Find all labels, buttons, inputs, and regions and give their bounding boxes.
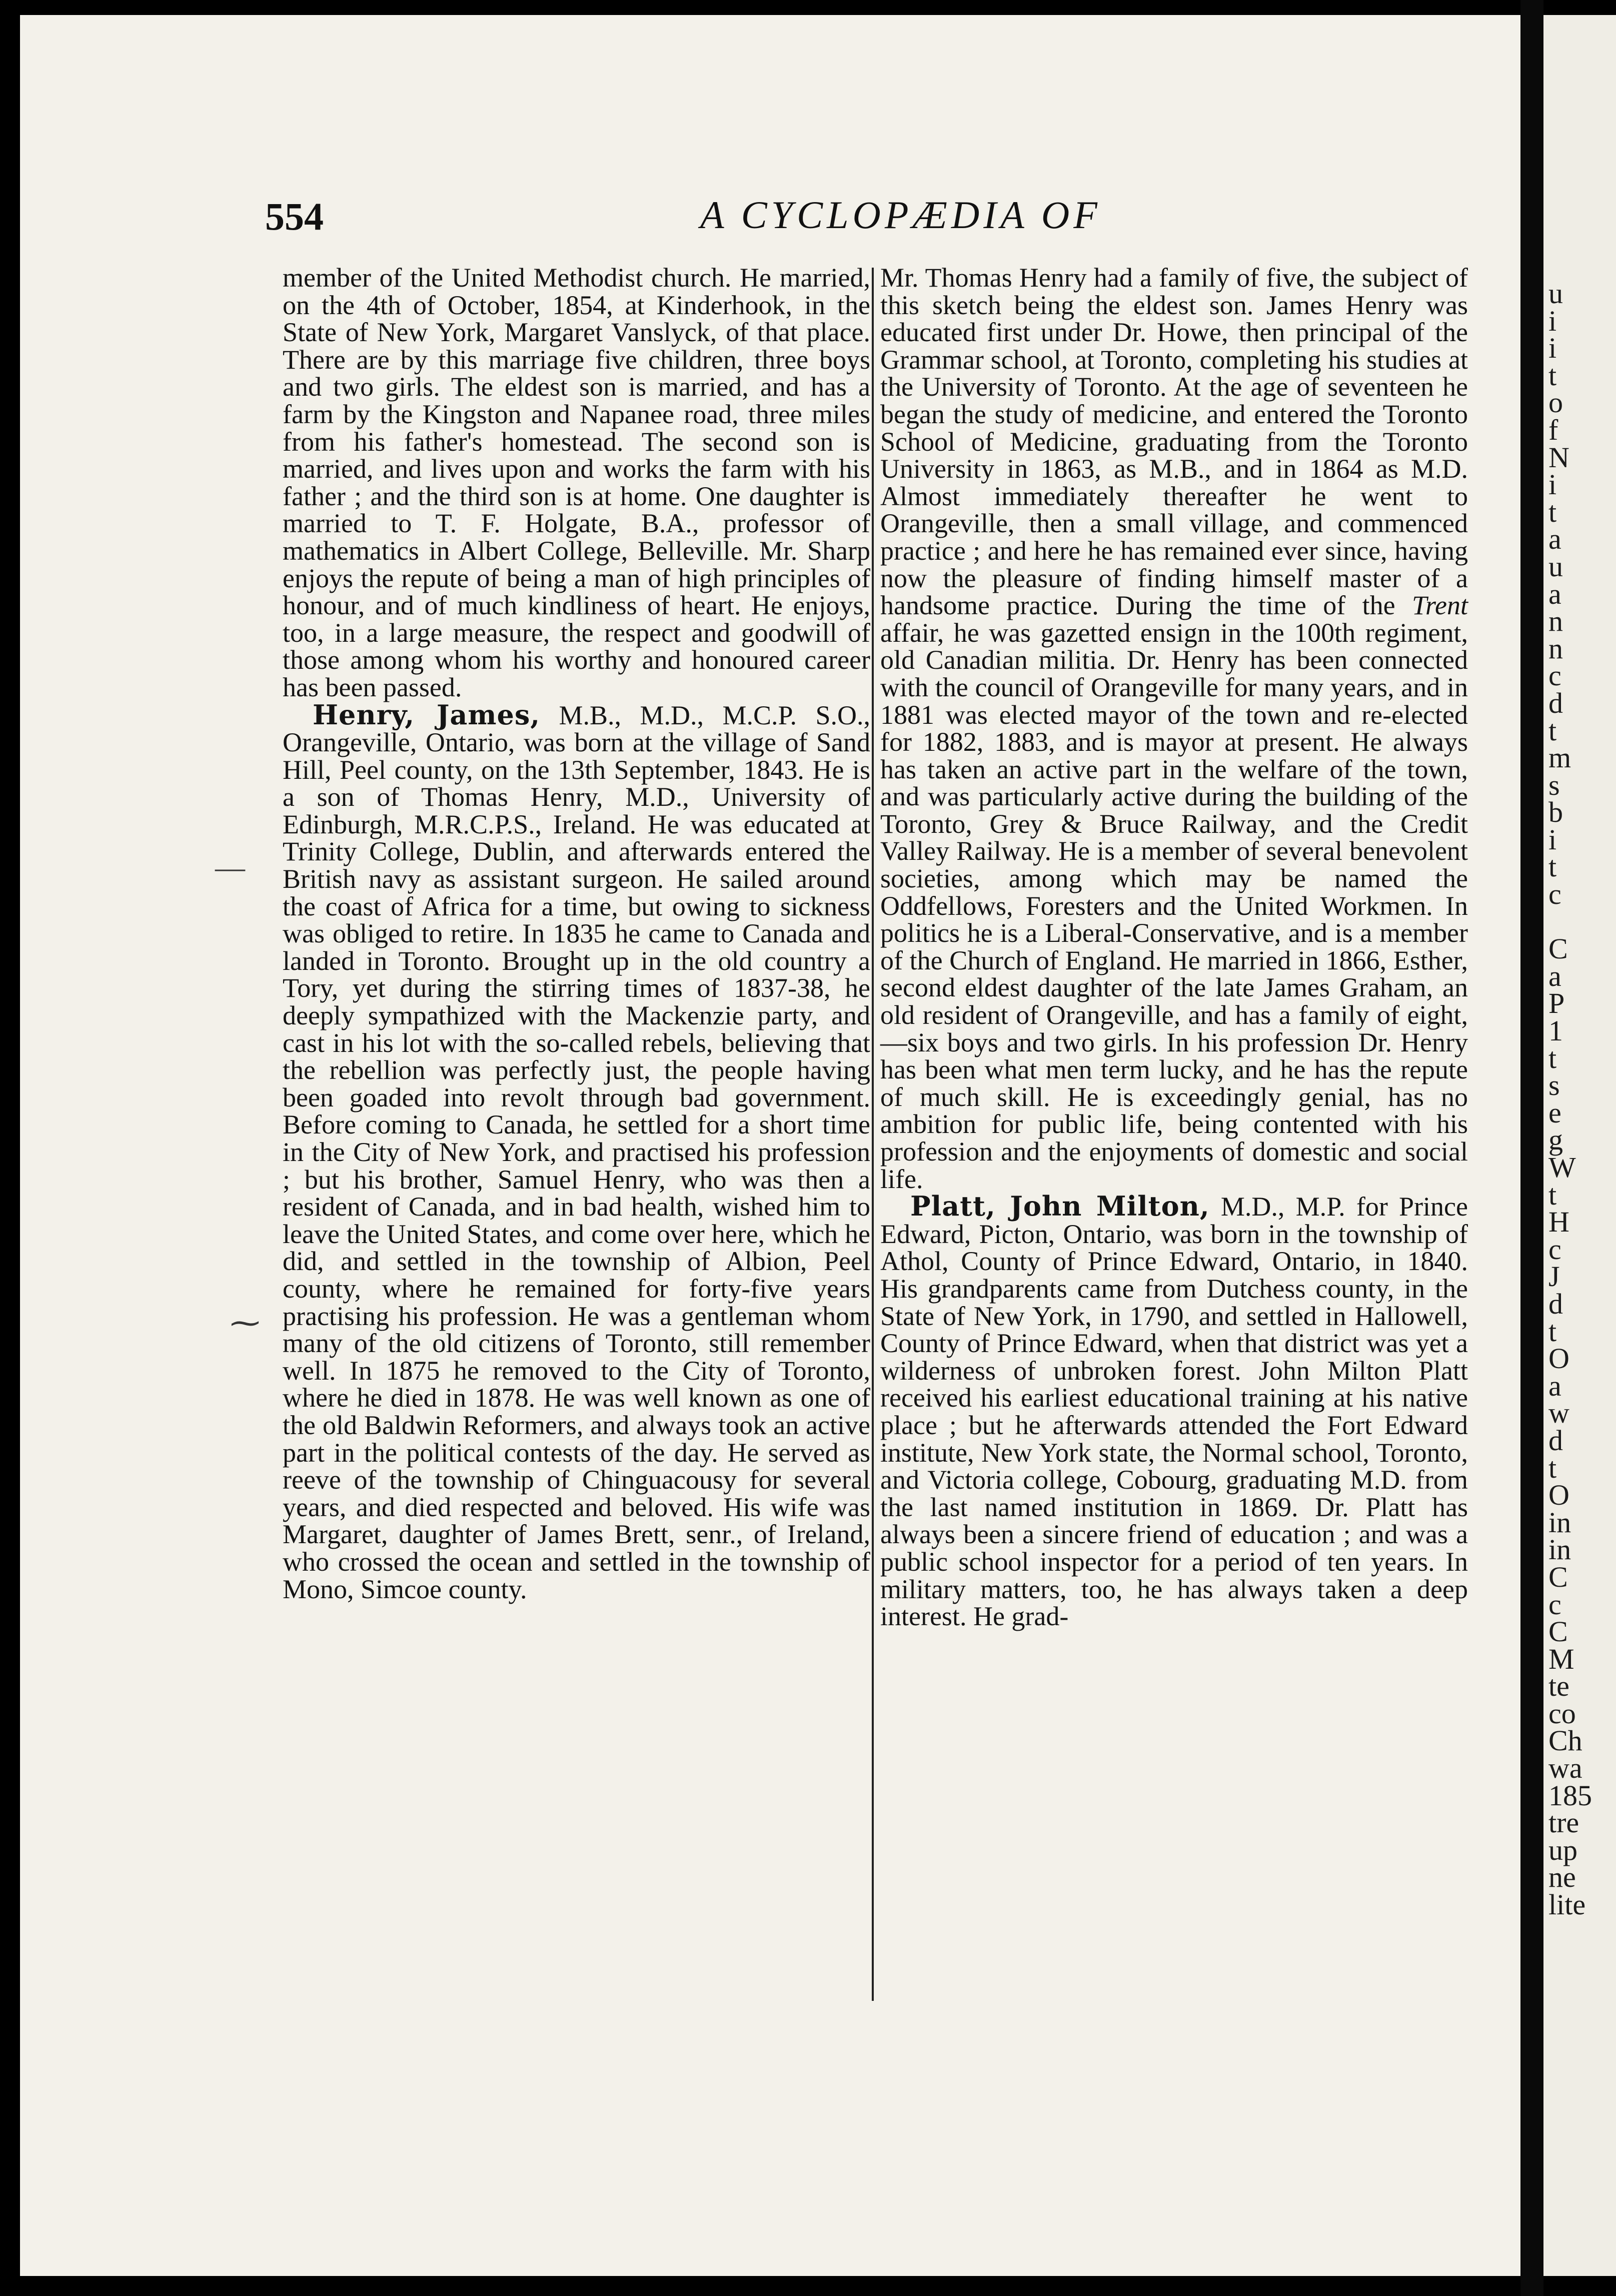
- paragraph-text: Mr. Thomas Henry had a family of five, the subject of this sketch being the eldest son. James Henry was educated first under Dr. Howe, then principal of the Grammar school, at Toronto, completing his studies at the University of Toronto. At the age of seventeen he began the study of medicine, and entered the Toronto School of Medicine, graduating from the Toronto University in 1863, as M.B., and in 1864 as M.D. Almost immediately thereafter he went to Orangeville, then a small village, and commenced practice ; and here he has remained ever since, having now the pleasure of finding himself master of a handsome practice. During the time of the: [880, 263, 1468, 621]
- adjacent-page-edge: [1543, 15, 1616, 2276]
- biography-entry: [880, 1190, 1468, 1632]
- paragraph-text: affair, he was gazetted ensign in the 100th regiment, old Canadian militia. Dr. Henry has been connected with the council of Orangeville for many years, and in 1881 was elected mayor of the town and re-elected for 1882, 1883, and is mayor at present. He always has taken an active part in the welfare of the town, and was particularly active during the building of the Toronto, Grey & Bruce Railway, and the Credit Valley Railway. He is a member of several benevolent societies, among which may be named the Oddfellows, Foresters and the United Workmen. In politics he is a Liberal-Conservative, and is a member of the Church of England. He married in 1866, Esther, second eldest daughter of the late James Graham, an old resident of Orangeville, and has a family of eight,—six boys and two girls. In his profession Dr. Henry has been what men term lucky, and he has the repute of much skill. He is exceedingly genial, has no ambition for public life, being contented with his profession and the enjoyments of domestic and social life.: [880, 617, 1468, 1194]
- left-column: [283, 264, 870, 2015]
- page-gutter: [1520, 0, 1543, 2296]
- adjacent-page-text-fragments: u i i t o f N i t a u a n n c d t m s b i t c C a P 1 t s e g W t H c J d t O a w d t O in in C c C M te co Ch wa 185 tre up ne lite: [1548, 277, 1592, 1921]
- column-rule: [872, 268, 874, 2001]
- italic-word: Trent: [1411, 590, 1468, 621]
- entry-name: Henry, James,: [313, 698, 541, 731]
- page-number: 554: [265, 195, 324, 238]
- entry-text: M.D., M.P. for Prince Edward, Picton, Ontario, was born in the township of Athol, County of Prince Edward, Ontario, in 1840. His grandparents came from Dutchess county, in the State of New York, in 1790, and settled in Hallowell, County of Prince Edward, when that district was yet a wilderness of unbroken forest. John Milton Platt received his earliest educational training at his native place ; but he afterwards attended the Fort Edward institute, New York state, the Normal school, Toronto, and Victoria college, Cobourg, graduating M.D. from the last named institution in 1869. Dr. Platt has always been a sincere friend of education ; and was a public school inspector for a period of ten years. In military matters, too, he has always taken a deep interest. He grad-: [880, 1192, 1468, 1632]
- margin-pencil-mark: ⁓: [230, 1307, 260, 1340]
- paragraph: [880, 264, 1468, 1193]
- biography-entry: [283, 698, 870, 1604]
- paragraph: member of the United Methodist church. He married, on the 4th of October, 1854, at Kinderhook, in the State of New York, Margaret Vanslyck, of that place. There are by this marriage five children, three boys and two girls. The eldest son is married, and has a farm by the Kingston and Napanee road, three miles from his father's homestead. The second son is married, and lives upon and works the farm with his father ; and the third son is at home. One daughter is married to T. F. Holgate, B.A., professor of mathematics in Albert College, Belleville. Mr. Sharp enjoys the repute of being a man of high principles of honour, and of much kindliness of heart. He enjoys, too, in a large measure, the respect and goodwill of those among whom his worthy and honoured career has been passed.: [283, 263, 870, 702]
- entry-text: M.B., M.D., M.C.P. S.O., Orangeville, Ontario, was born at the village of Sand Hill, Peel county, on the 13th September, 1843. He is a son of Thomas Henry, M.D., University of Edinburgh, M.R.C.P.S., Ireland. He was educated at Trinity College, Dublin, and afterwards entered the British navy as assistant surgeon. He sailed around the coast of Africa for a time, but owing to sickness was obliged to retire. In 1835 he came to Canada and landed in Toronto. Brought up in the old country a Tory, yet during the stirring times of 1837-38, he deeply sympathized with the Mackenzie party, and cast in his lot with the so-called rebels, believing that the rebellion was perfectly just, the people having been goaded into revolt through bad government. Before coming to Canada, he settled for a short time in the City of New York, and practised his profession ; but his brother, Samuel Henry, who was then a resident of Canada, and in bad health, wished him to leave the United States, and come over here, which he did, and settled in the township of Albion, Peel county, where he remained for forty-five years practising his profession. He was a gentleman whom many of the old citizens of Toronto, still remember well. In 1875 he removed to the City of Toronto, where he died in 1878. He was well known as one of the old Baldwin Reformers, and always took an active part in the political contests of the day. He served as reeve of the township of Chinguacousy for several years, and died respected and beloved. His wife was Margaret, daughter of James Brett, senr., of Ireland, who crossed the ocean and settled in the township of Mono, Simcoe county.: [283, 700, 870, 1604]
- right-column: [880, 264, 1468, 2015]
- entry-name: Platt, John Milton,: [910, 1190, 1210, 1223]
- running-head: A CYCLOPÆDIA OF: [700, 193, 1101, 237]
- margin-pencil-mark: —: [215, 851, 245, 884]
